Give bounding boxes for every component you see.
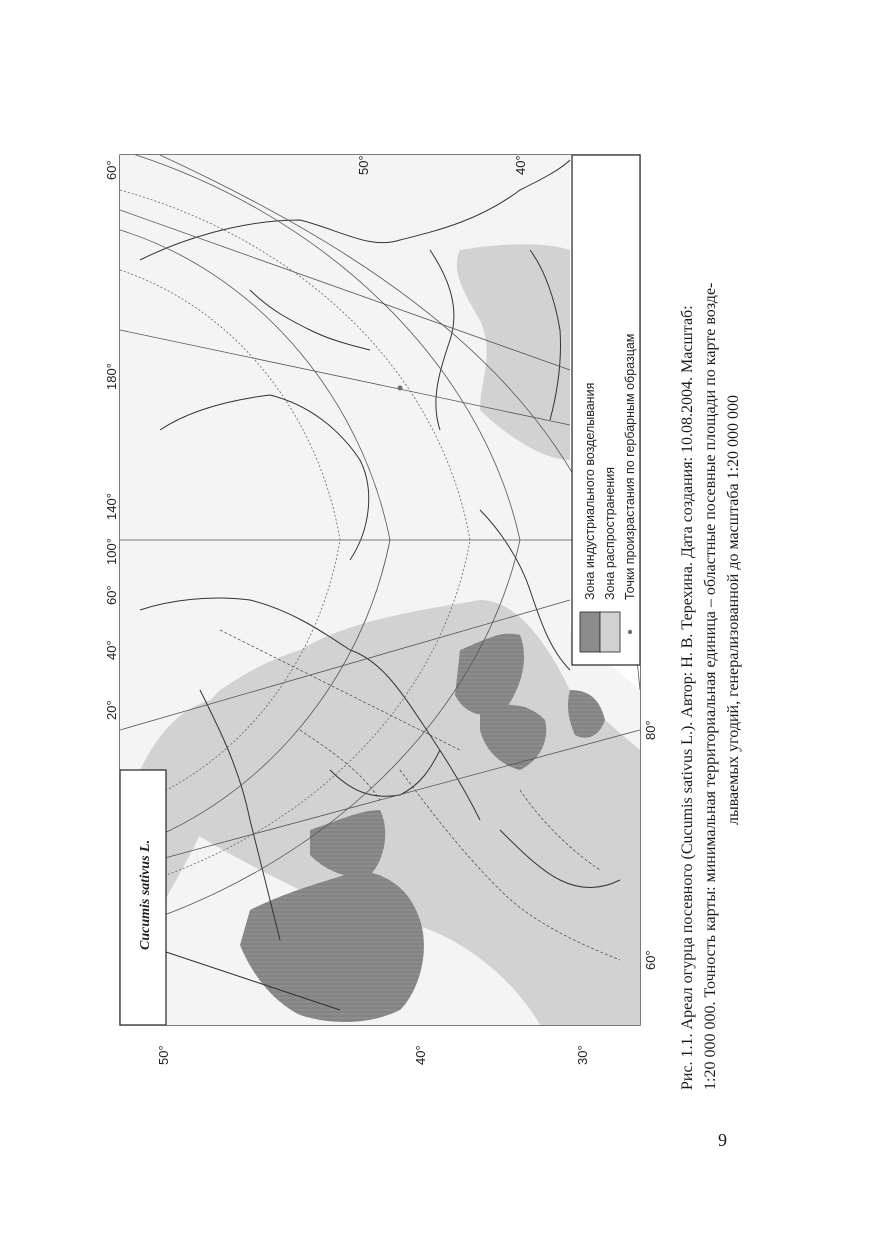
caption-line-3: лываемых угодий, генерализованной до масштаба 1:20 000 000 [725, 394, 742, 826]
lat-label-2: 30° [575, 1045, 590, 1065]
lon-label-7: 50° [356, 155, 371, 175]
species-label: Cucumis sativus L. [138, 839, 153, 950]
lon-label-4: 100° [104, 538, 119, 565]
lon-label-5: 140° [104, 493, 119, 520]
lon-label-2: 40° [104, 640, 119, 660]
legend-label-points: Точки произрастания по гербарным образцам [623, 333, 637, 600]
lon-label-bottom-1: 60° [643, 950, 658, 970]
herbarium-point [398, 386, 403, 391]
caption-line-2: 1:20 000 000. Точность карты: минимальная территориальная единица – областные посевные площади по карте возде- [702, 282, 719, 1090]
caption-line-1: Рис. 1.1. Ареал огурца посевного (Cucumis sativus L.). Автор: Н. В. Терехина. Дата создания: 10.08.2004. Масштаб: [679, 305, 696, 1090]
legend-swatch-distribution [600, 612, 620, 652]
lat-label-1: 40° [413, 1045, 428, 1065]
legend-label-industrial: Зона индустриального возделывания [583, 382, 597, 600]
legend-swatch-industrial [580, 612, 600, 652]
lon-label-1: 20° [104, 700, 119, 720]
lon-label-0: 60° [104, 160, 119, 180]
lat-label-0: 50° [156, 1045, 171, 1065]
lon-label-bottom-0: 80° [643, 720, 658, 740]
figure-caption [676, 130, 745, 1090]
page-number: 9 [718, 1130, 727, 1150]
lon-label-8: 40° [513, 155, 528, 175]
lon-label-3: 60° [104, 585, 119, 605]
lon-label-6: 180° [104, 363, 119, 390]
legend-label-distribution: Зона распространения [603, 466, 617, 600]
legend-swatch-point [628, 630, 632, 634]
range-map [100, 130, 660, 1090]
